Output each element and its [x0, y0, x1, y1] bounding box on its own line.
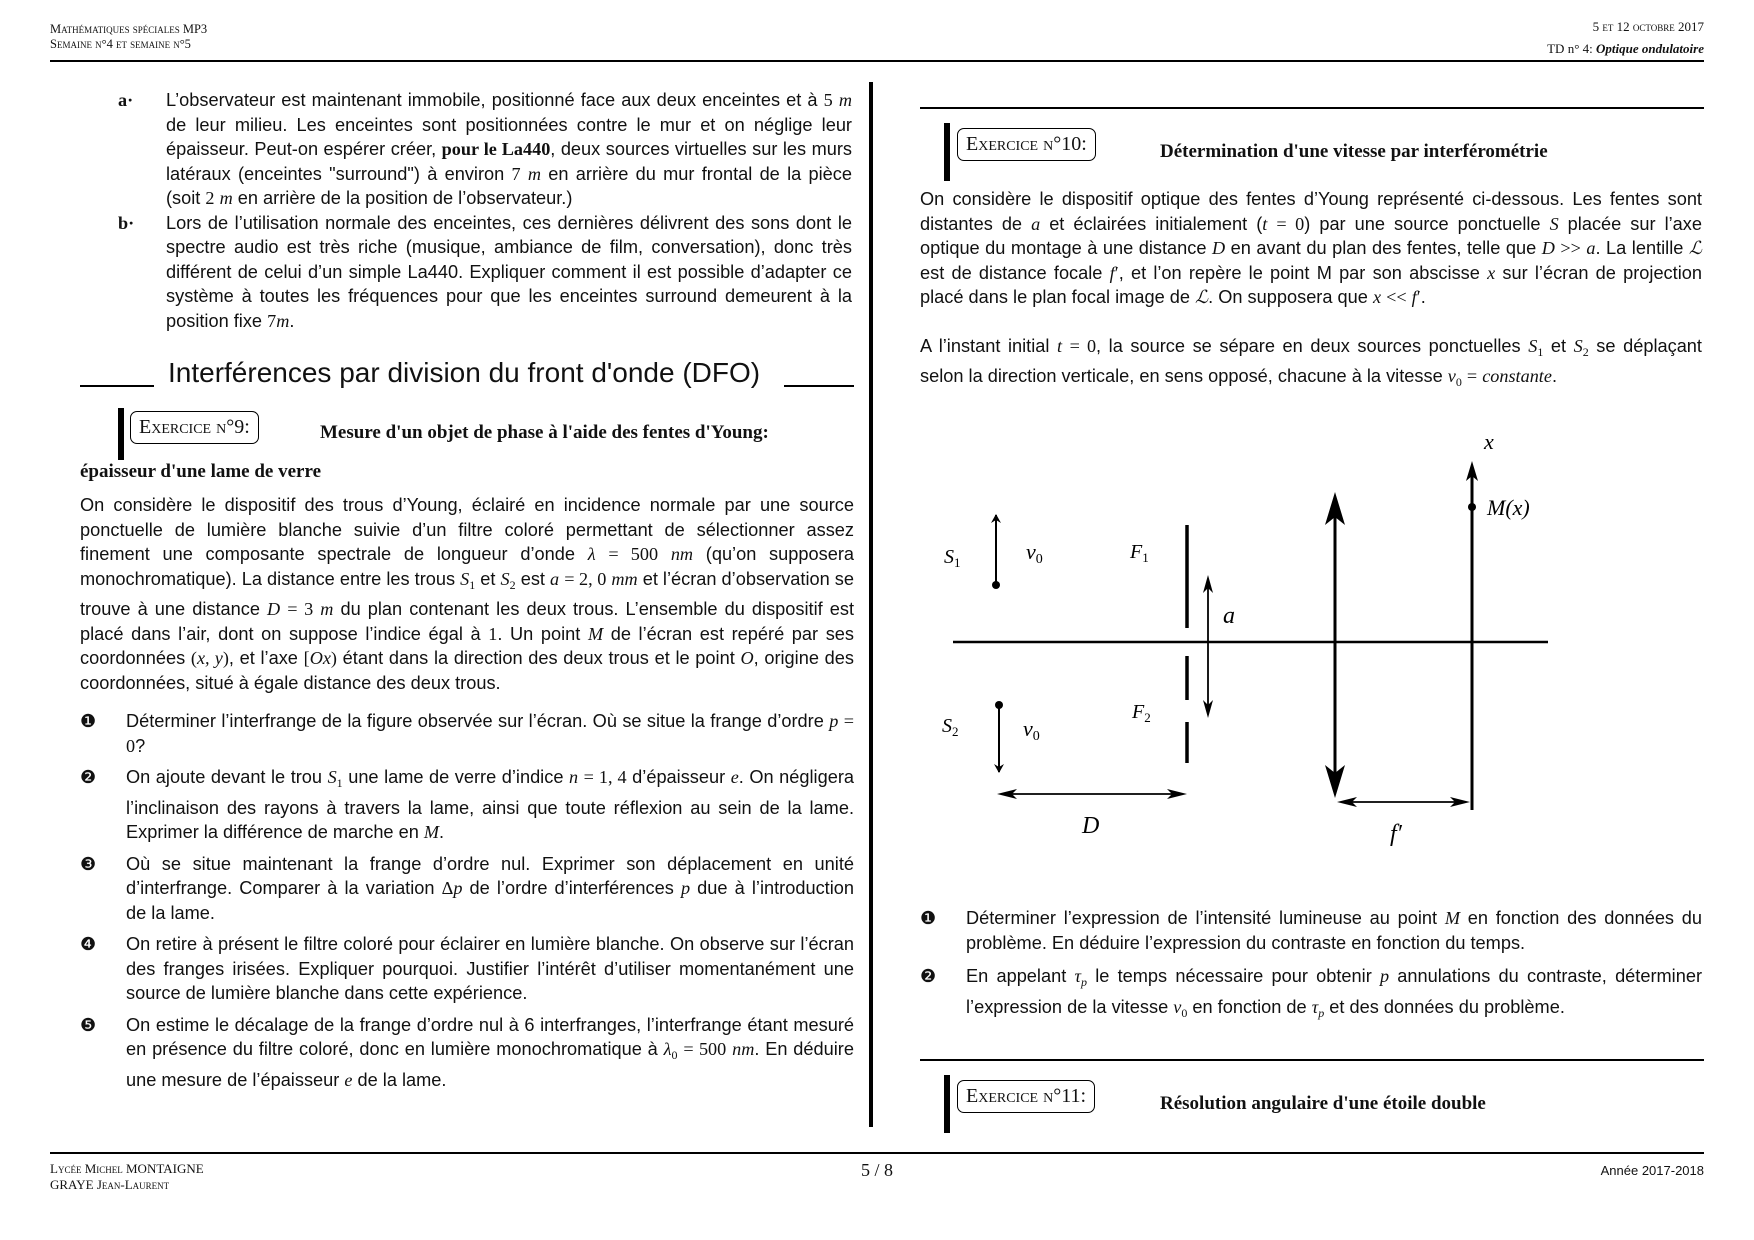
footer-author: GRAYE Jean-Laurent — [50, 1177, 170, 1192]
q9-2-bullet: ❷ — [80, 767, 97, 787]
item-b-label: b· — [118, 212, 135, 233]
ex10-statement-1: On considère le dispositif optique des fentes d’Young représenté ci-dessous. Les fentes sont distantes de a et éclairées initialement (t = 0) par une source ponctuelle S placée sur l’axe optique du montage à une distance D en avant du plan des fentes, telle que D >> a. La lentille ℒ est de distance focale f′, et l’on repère le point M par son abscisse x sur l’écran de projection placé dans le plan focal image de ℒ. On supposera que x << f′. — [920, 189, 1702, 307]
q9-3-bullet: ❸ — [80, 853, 97, 874]
header-td-prefix: TD n° 4: — [1547, 41, 1596, 56]
label-m: M(x) — [1487, 495, 1530, 520]
ex10-body — [920, 187, 1702, 395]
ex9-title-cont: épaisseur d'une lame de verre — [80, 461, 321, 482]
label-d: D — [1082, 813, 1100, 839]
ex10-label: Exercice n°10: — [957, 128, 1096, 161]
ex11-label: Exercice n°11: — [957, 1080, 1095, 1113]
item-a-label: a· — [118, 90, 134, 110]
ex9-title: Mesure d'un objet de phase à l'aide des fentes d'Young: — [320, 422, 769, 443]
label-f1: $F_1$ — [1130, 541, 1149, 565]
left-column — [80, 88, 852, 333]
q9-4-text: On retire à présent le filtre coloré pour éclairer en lumière blanche. On observe sur l’écran des franges irisées. Expliquer pourquoi. Justifier l’intérêt d’utiliser momentanément une source de lumière blanche dans cette expérience. — [126, 934, 854, 1003]
label-s1: $S_1$ — [944, 546, 961, 570]
q9-4 — [80, 932, 854, 1006]
footer-year: Année 2017-2018 — [1600, 1163, 1704, 1178]
item-a — [80, 88, 852, 211]
item-a-text: L’observateur est maintenant immobile, positionné face aux deux enceintes et à 5 m de leur milieu. Les enceintes sont positionnées contre le mur et on néglige leur épaisseur. Peut-on espérer créer, pour le La440, deux sources virtuelles sur les murs latéraux (enceintes "surround") à environ 7 m en arrière du mur frontal de la pièce (soit 2 m en arrière de la position de l’observateur.) — [166, 90, 852, 208]
header-date: 5 et 12 octobre 2017 — [1592, 19, 1704, 34]
header-weeks: Semaine n°4 et semaine n°5 — [50, 37, 191, 51]
label-s2: $S_2$ — [942, 715, 959, 739]
section-rule-left — [80, 385, 154, 387]
ex9-bar — [118, 408, 124, 460]
label-f-prime: f′ — [1390, 821, 1402, 847]
ex9-body — [80, 493, 854, 1092]
ex10-statement-2: A l’instant initial t = 0, la source se sépare en deux sources ponctuelles $S_1$ et $S_2$ se déplaçant selon la direction verticale, en sens opposé, chacune à la vitesse $v_0$ = constante. — [920, 335, 1702, 389]
ex10-top-rule — [920, 107, 1704, 109]
label-x: x — [1484, 429, 1494, 454]
ex10-title: Détermination d'une vitesse par interférométrie — [1160, 141, 1548, 162]
q10-2 — [920, 964, 1702, 1025]
label-v0-bottom: v0 — [1023, 716, 1040, 744]
q9-5-bullet: ❺ — [80, 1014, 97, 1035]
q9-1 — [80, 709, 854, 758]
q9-1-text: Déterminer l’interfrange de la figure observée sur l’écran. Où se situe la frange d’ordre p = 0? — [126, 711, 854, 756]
q9-1-bullet: ❶ — [80, 711, 97, 731]
ex11-title: Résolution angulaire d'une étoile double — [1160, 1093, 1486, 1114]
q10-1 — [920, 906, 1702, 955]
label-f2: $F_2$ — [1132, 701, 1151, 725]
item-b — [80, 211, 852, 334]
column-separator — [869, 82, 873, 1127]
header-td-title: Optique ondulatoire — [1596, 41, 1704, 56]
q9-5-text: On estime le décalage de la frange d’ordre nul à 6 interfranges, l’interfrange étant mesuré en présence du filtre coloré, donc en lumière monochromatique à $\lambda_0 = 500$ nm. En déduire une mesure de l’épaisseur e de la lame. — [126, 1014, 854, 1090]
footer-school: Lycée Michel MONTAIGNE — [50, 1161, 204, 1176]
ex11-top-rule — [920, 1059, 1704, 1061]
ex9-statement: On considère le dispositif des trous d’Young, éclairé en incidence normale par une source ponctuelle de lumière blanche suivie d’un filtre coloré permettant de sélectionner assez finement une composante spectrale de longueur d’onde λ = 500 nm (qu’on supposera monochromatique). La distance entre les trous $S_1$ et $S_2$ est a = 2, 0 mm et l’écran d’observation se trouve à une distance D = 3 m du plan contenant les deux trous. L’ensemble du dispositif est placé dans l’air, dont on suppose l’indice égal à 1. Un point M de l’écran est repéré par ses coordonnées (x, y), et l’axe [Ox) étant dans la direction des deux trous et le point O, origine des coordonnées, situé à égale distance des deux trous. — [80, 495, 855, 693]
q9-5 — [80, 1013, 854, 1093]
header-left — [50, 22, 207, 52]
ex10-questions — [920, 906, 1702, 1025]
section-rule-right — [784, 385, 854, 387]
q9-3 — [80, 852, 854, 926]
ex11-bar — [944, 1075, 950, 1133]
q9-2 — [80, 765, 854, 845]
footer-rule — [50, 1152, 1704, 1154]
young-slits-diagram — [920, 425, 1560, 855]
page-number: 5 / 8 — [860, 1160, 893, 1180]
q10-1-text: Déterminer l’expression de l’intensité lumineuse au point M en fonction des données du problème. En déduire l’expression du contraste en fonction du temps. — [966, 908, 1702, 953]
q9-4-bullet: ❹ — [80, 934, 97, 954]
item-b-text: Lors de l’utilisation normale des enceintes, ces dernières délivrent des sons dont le spectre audio est très riche (musique, ambiance de film, conversation), donc très différent de celui d’un simple La440. Expliquer comment il est possible d’adapter ce système à toutes les fréquences pour que les enceintes surround demeurent à la position fixe 7m. — [166, 212, 852, 331]
q10-2-text: En appelant $\tau_p$ le temps nécessaire pour obtenir p annulations du contraste, déterminer l’expression de la vitesse $v_0$ en fonction de $\tau_p$ et des données du problème. — [966, 966, 1703, 1020]
q9-3-text: Où se situe maintenant la frange d’ordre nul. Exprimer son déplacement en unité d’interfrange. Comparer à la variation Δp de l’ordre d’interférences p due à l’introduction de la lame. — [126, 853, 854, 923]
label-v0-top: v0 — [1026, 539, 1043, 567]
q10-2-bullet: ❷ — [920, 966, 937, 986]
q9-2-text: On ajoute devant le trou $S_1$ une lame de verre d’indice n = 1, 4 d’épaisseur e. On négligera l’inclinaison des rayons à travers la lame, ainsi que toute réflexion au sein de la lame. Exprimer la différence de marche en M. — [126, 767, 854, 842]
header-rule — [50, 60, 1704, 62]
point-m — [1468, 503, 1476, 511]
header-td — [1547, 38, 1704, 60]
label-a: a — [1223, 603, 1235, 629]
header-course: Mathématiques spéciales MP3 — [50, 22, 208, 36]
header-right — [1547, 16, 1704, 60]
section-title: Interférences par division du front d'onde (DFO) — [168, 357, 761, 388]
ex10-bar — [944, 123, 950, 181]
q10-1-bullet: ❶ — [920, 908, 937, 928]
ex9-label: Exercice n°9: — [130, 411, 259, 444]
